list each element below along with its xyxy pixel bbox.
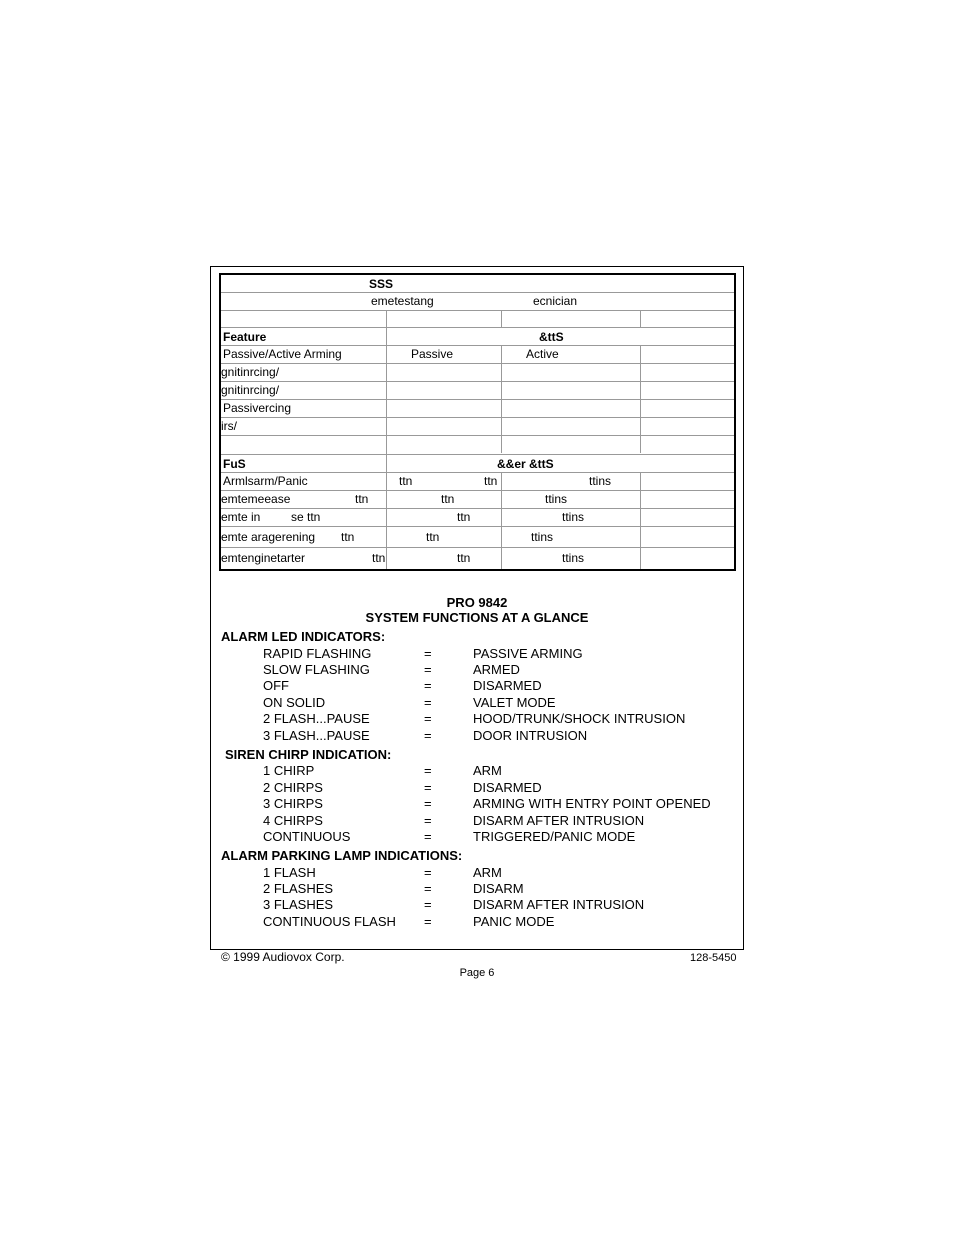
function-row-value: ttn — [457, 551, 471, 565]
equals: = — [424, 796, 432, 811]
feature-row: Passivercing — [223, 401, 292, 415]
equals: = — [424, 881, 432, 896]
signal: ON SOLID — [263, 695, 326, 710]
section-heading: SIREN CHIRP INDICATION: — [225, 747, 392, 762]
meaning: DISARM AFTER INTRUSION — [473, 897, 645, 912]
meaning: DOOR INTRUSION — [473, 728, 588, 743]
equals: = — [424, 780, 432, 795]
function-row-value: ttins — [531, 530, 554, 544]
equals: = — [424, 662, 432, 677]
signal: RAPID FLASHING — [263, 646, 372, 661]
signal: CONTINUOUS — [263, 829, 351, 844]
function-row-value: ttn — [441, 492, 455, 506]
feature-row: gnitinrcing/ — [221, 383, 280, 397]
function-row-value: ttn — [484, 474, 498, 488]
equals: = — [424, 897, 432, 912]
signal: 2 FLASHES — [263, 881, 334, 896]
equals: = — [424, 646, 432, 661]
equals: = — [424, 711, 432, 726]
functions-settings-header: &&er &ttS — [497, 457, 554, 471]
function-row-value: ttins — [589, 474, 612, 488]
equals: = — [424, 914, 432, 929]
section-heading: ALARM PARKING LAMP INDICATIONS: — [221, 848, 463, 863]
meaning: ARM — [473, 865, 502, 880]
equals: = — [424, 813, 432, 828]
feature-row: irs/ — [221, 419, 237, 433]
meaning: VALET MODE — [473, 695, 556, 710]
meaning: ARMED — [473, 662, 520, 677]
signal: 3 FLASHES — [263, 897, 334, 912]
doc-number: 128-5450 — [690, 952, 737, 964]
meaning: DISARMED — [473, 780, 542, 795]
settings-header: &ttS — [539, 330, 564, 344]
equals: = — [424, 728, 432, 743]
function-row-value: ttn — [457, 510, 471, 524]
signal: 1 FLASH — [263, 865, 316, 880]
function-row: emte in — [221, 510, 261, 524]
glance-title: SYSTEM FUNCTIONS AT A GLANCE — [365, 610, 589, 625]
meaning: PANIC MODE — [473, 914, 555, 929]
settings-subheader-left: emetestang — [371, 294, 434, 308]
page-number: Page 6 — [459, 967, 495, 979]
function-row-value: ttn — [426, 530, 440, 544]
feature-row: gnitinrcing/ — [221, 365, 280, 379]
equals: = — [424, 763, 432, 778]
feature-row-value: Passive — [411, 347, 454, 361]
settings-table — [219, 273, 736, 571]
signal: 3 CHIRPS — [263, 796, 323, 811]
meaning: DISARM — [473, 881, 524, 896]
function-row-value: se ttn — [291, 510, 321, 524]
equals: = — [424, 829, 432, 844]
equals: = — [424, 678, 432, 693]
meaning: ARMING WITH ENTRY POINT OPENED — [473, 796, 711, 811]
feature-row: Passive/Active Arming — [223, 347, 342, 361]
signal: 3 FLASH...PAUSE — [263, 728, 370, 743]
function-row-value: ttins — [545, 492, 568, 506]
signal: 1 CHIRP — [263, 763, 315, 778]
signal: 2 FLASH...PAUSE — [263, 711, 370, 726]
function-row-value: ttins — [562, 510, 585, 524]
function-row-value: ttn — [355, 492, 369, 506]
signal: 2 CHIRPS — [263, 780, 323, 795]
function-row: emtenginetarter — [221, 551, 306, 565]
equals: = — [424, 865, 432, 880]
settings-subheader-right: ecnician — [533, 294, 578, 308]
function-row-value: ttn — [341, 530, 355, 544]
meaning: TRIGGERED/PANIC MODE — [473, 829, 636, 844]
signal: 4 CHIRPS — [263, 813, 323, 828]
section-heading: ALARM LED INDICATORS: — [221, 629, 386, 644]
feature-row-value: Active — [526, 347, 559, 361]
feature-header: Feature — [223, 330, 267, 344]
function-row-value: ttins — [562, 551, 585, 565]
functions-header: FuS — [223, 457, 246, 471]
settings-table-title: SSS — [369, 277, 394, 291]
meaning: DISARM AFTER INTRUSION — [473, 813, 645, 828]
signal: CONTINUOUS FLASH — [263, 914, 396, 929]
function-row: emte aragerening — [221, 530, 316, 544]
function-row-value: ttn — [399, 474, 413, 488]
meaning: PASSIVE ARMING — [473, 646, 583, 661]
equals: = — [424, 695, 432, 710]
function-row: Armlsarm/Panic — [223, 474, 308, 488]
meaning: DISARMED — [473, 678, 542, 693]
function-row-value: ttn — [372, 551, 386, 565]
signal: SLOW FLASHING — [263, 662, 370, 677]
function-row: emtemeease — [221, 492, 291, 506]
model-title: PRO 9842 — [446, 595, 508, 610]
meaning: HOOD/TRUNK/SHOCK INTRUSION — [473, 711, 686, 726]
meaning: ARM — [473, 763, 502, 778]
copyright: © 1999 Audiovox Corp. — [221, 950, 345, 964]
signal: OFF — [263, 678, 289, 693]
